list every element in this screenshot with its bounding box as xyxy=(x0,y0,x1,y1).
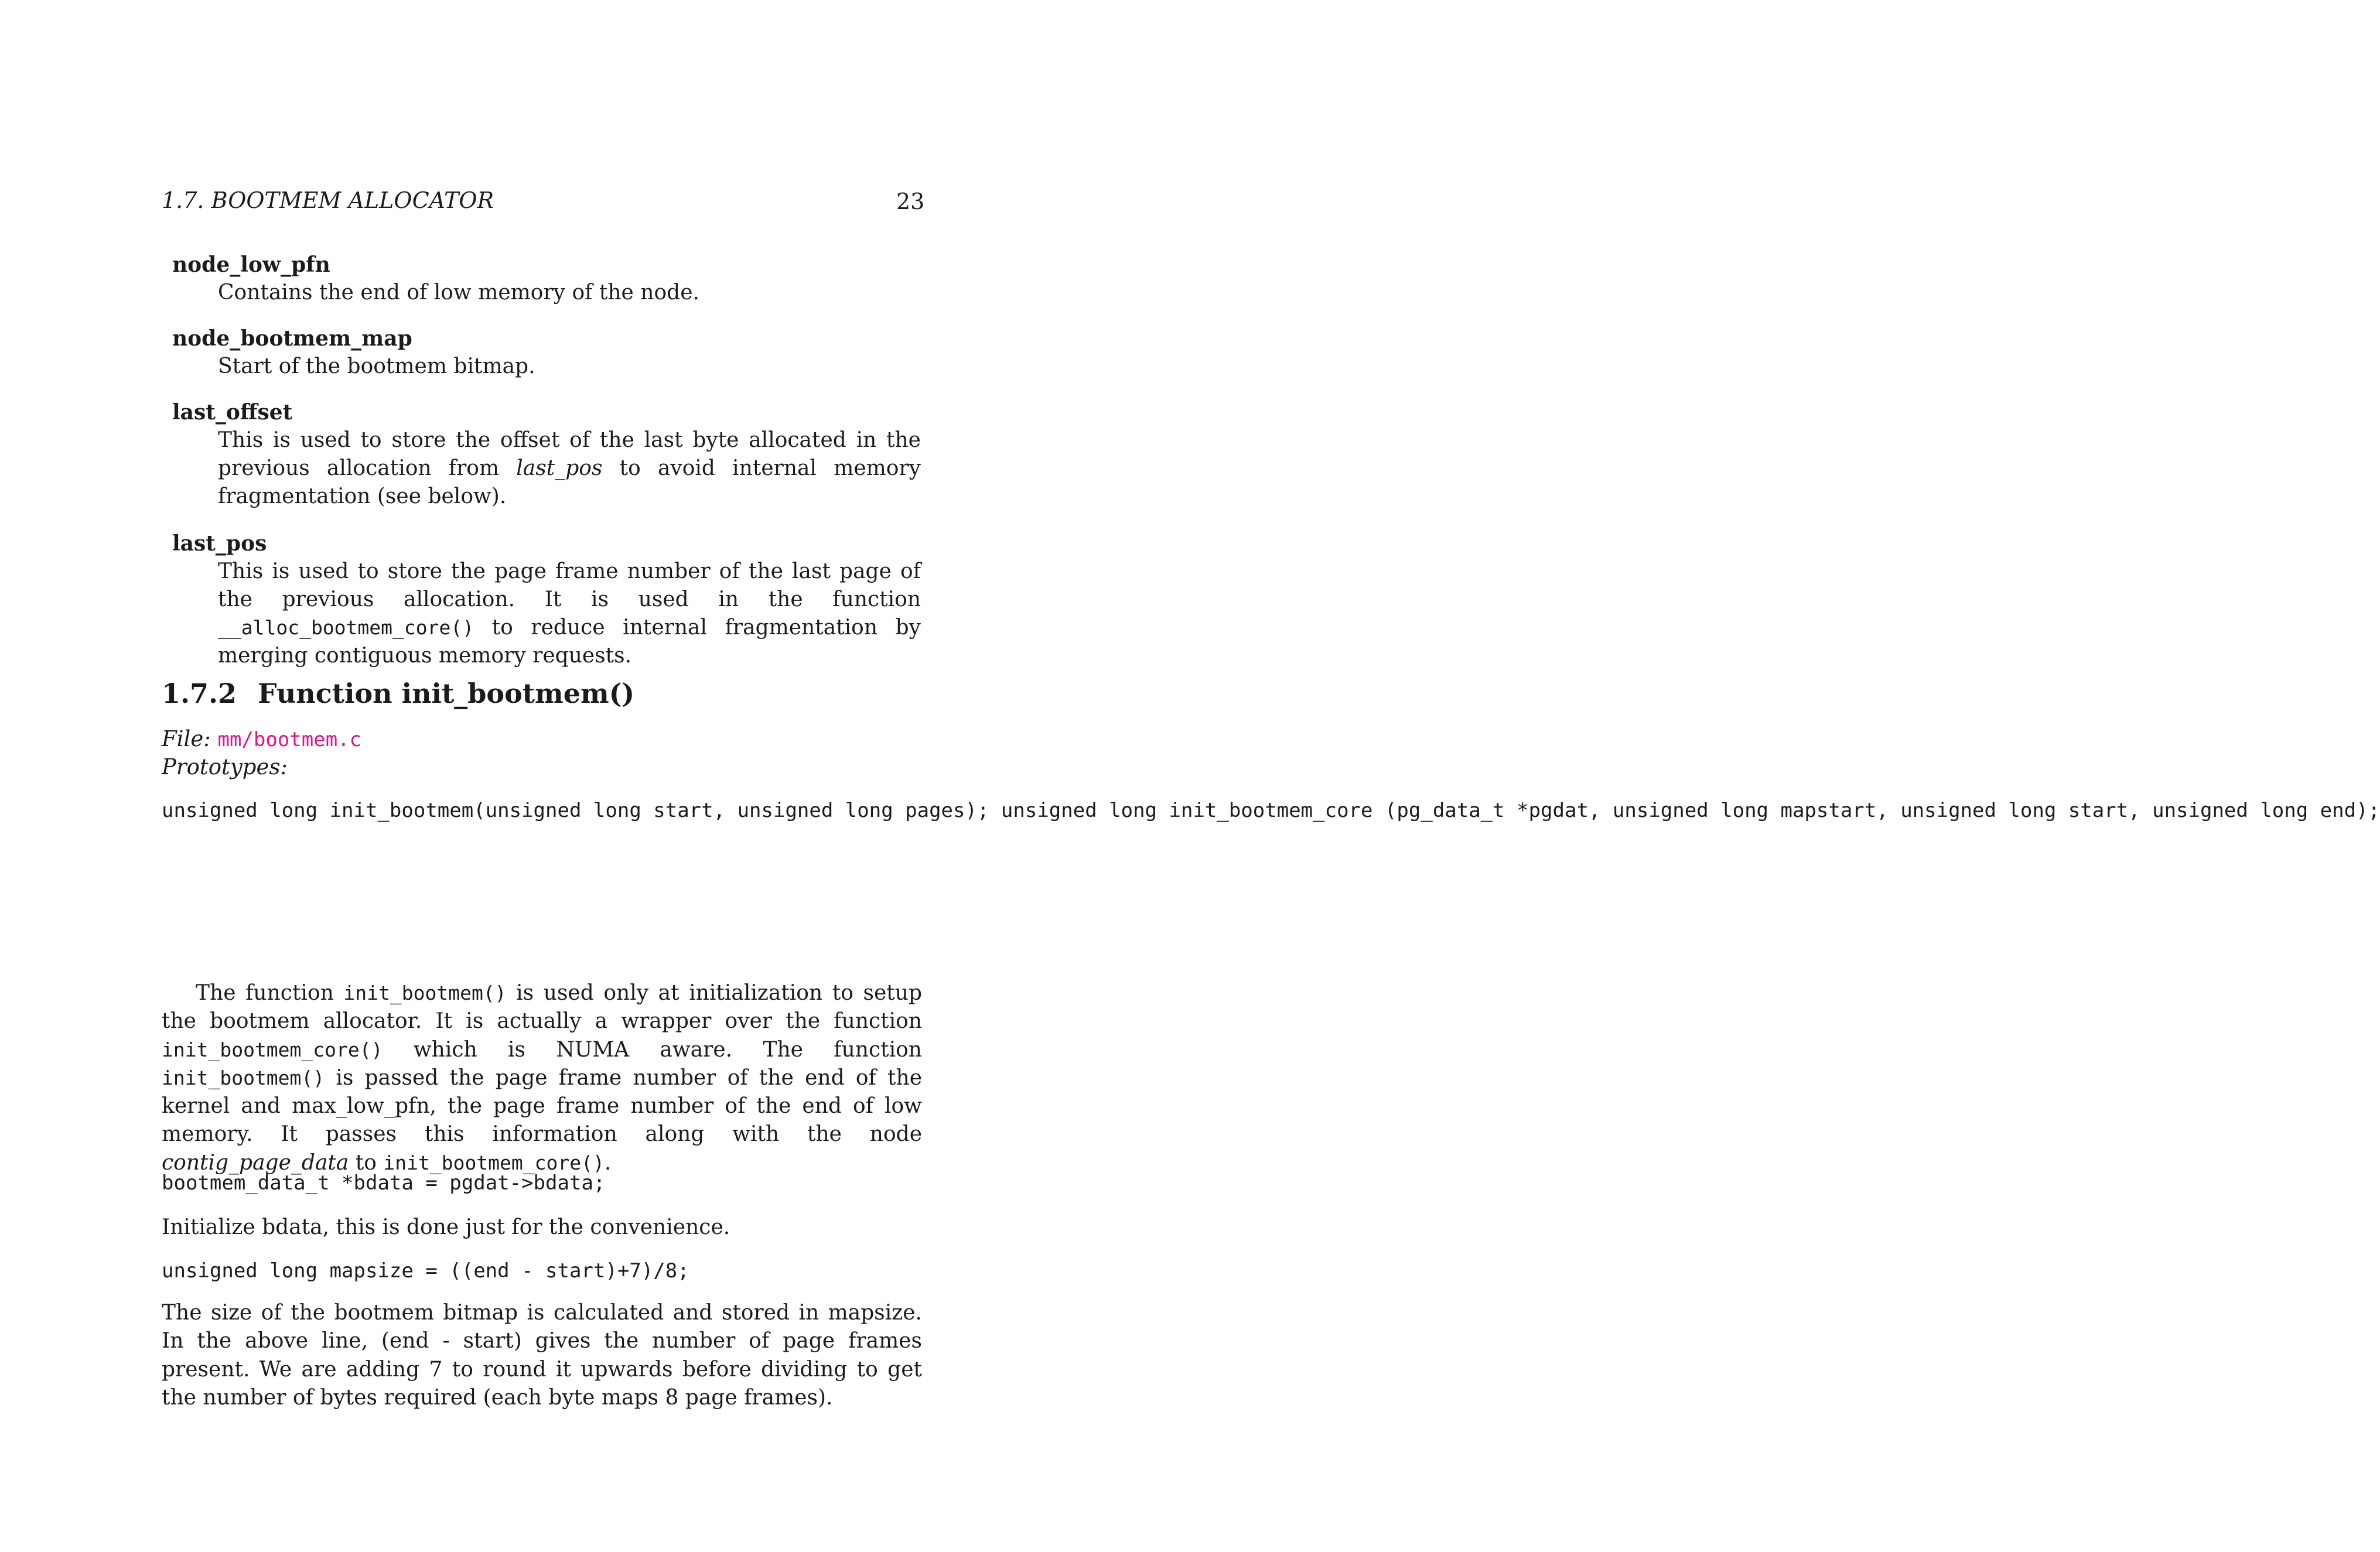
section-number: 1.7.2 xyxy=(162,678,237,709)
desc-text: to avoid internal memory fragmentation (see below). xyxy=(218,456,921,508)
code-snippet: unsigned long mapsize = ((end - start)+7)/8; xyxy=(162,1259,689,1283)
code-line: unsigned long mapstart, xyxy=(1612,799,1889,822)
desc-node-low-pfn: Contains the end of low memory of the node. xyxy=(218,281,699,305)
code-snippet: bootmem_data_t *bdata = pgdat->bdata; xyxy=(162,1171,606,1195)
para-text: . xyxy=(604,1150,612,1175)
code-line: unsigned long start, xyxy=(1900,799,2140,822)
inline-code: init_bootmem() xyxy=(162,1066,325,1089)
term-node-bootmem-map: node_bootmem_map xyxy=(172,326,412,351)
para-text: is passed the page frame number of the end of the kernel and max_low_pfn, the page frame number of the end of low memory. It passes this information along with the node xyxy=(162,1065,922,1147)
code-line: unsigned long init_bootmem_core (pg_data_t *pgdat, xyxy=(1001,799,1601,822)
desc-emphasis: last_pos xyxy=(516,456,603,480)
desc-last-offset xyxy=(218,426,921,511)
body-paragraph: Initialize bdata, this is done just for the convenience. xyxy=(162,1215,730,1239)
code-line: unsigned long end); xyxy=(2152,799,2380,822)
inline-code: init_bootmem_core() xyxy=(383,1151,605,1174)
page-number: 23 xyxy=(896,189,925,214)
prototypes-label: Prototypes: xyxy=(162,754,288,780)
section-title: Function init_bootmem() xyxy=(258,678,635,709)
term-last-offset: last_offset xyxy=(172,400,293,425)
running-header-title: 1.7. BOOTMEM ALLOCATOR xyxy=(162,187,494,213)
para-text: which is NUMA aware. The function xyxy=(383,1037,922,1062)
desc-text: This is used to store the offset of the last byte allocated in the previous allocation from xyxy=(218,428,921,480)
desc-node-bootmem-map: Start of the bootmem bitmap. xyxy=(218,354,535,378)
code-line: unsigned long init_bootmem(unsigned long start, xyxy=(162,799,726,822)
body-paragraph: The size of the bootmem bitmap is calculated and stored in mapsize. In the above line, (end - start) gives the number of page frames present. We are adding 7 to round it upwards before dividing to get the number of bytes required (each byte maps 8 page frames). xyxy=(162,1301,922,1410)
code-line: unsigned long pages); xyxy=(737,799,989,822)
inline-code: init_bootmem() xyxy=(343,982,507,1004)
file-line xyxy=(162,725,361,754)
para-text: to xyxy=(349,1150,384,1175)
para-text: is used only at initialization to setup the bootmem allocator. It is actually a wrapper over the function xyxy=(162,981,922,1034)
body-paragraph xyxy=(162,979,922,1177)
prototype-code-block xyxy=(162,796,2380,825)
para-text: The function xyxy=(196,981,344,1005)
term-node-low-pfn: node_low_pfn xyxy=(172,252,330,277)
term-last-pos: last_pos xyxy=(172,531,267,556)
desc-text: to reduce internal fragmentation by merging contiguous memory requests. xyxy=(218,616,921,668)
inline-code: init_bootmem_core() xyxy=(162,1038,383,1061)
file-path-link[interactable]: mm/bootmem.c xyxy=(217,728,362,751)
inline-emphasis: contig_page_data xyxy=(162,1150,349,1175)
desc-text: This is used to store the page frame number of the last page of the previous allocation. It is used in the function xyxy=(218,559,921,611)
desc-last-pos xyxy=(218,558,921,670)
file-label: File: xyxy=(162,726,211,751)
desc-code: __alloc_bootmem_core() xyxy=(218,616,474,639)
